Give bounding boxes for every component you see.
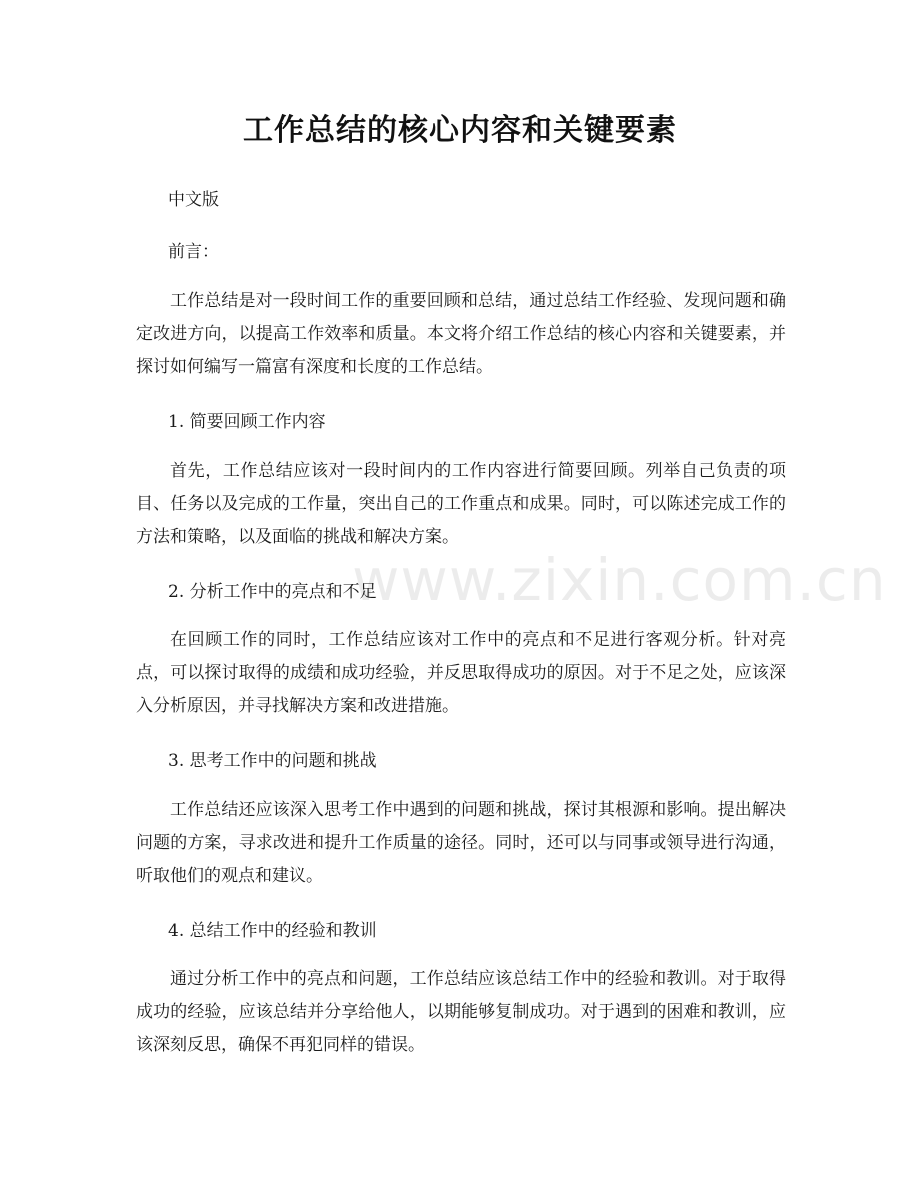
intro-paragraph: 工作总结是对一段时间工作的重要回顾和总结，通过总结工作经验、发现问题和确定改进方向，以提高工作效率和质量。本文将介绍工作总结的核心内容和关键要素，并探讨如何编写一篇富有深度和长度的工作总结。 (136, 291, 786, 377)
section-1-heading: 1. 简要回顾工作内容 (168, 412, 326, 432)
section-2-body: 在回顾工作的同时，工作总结应该对工作中的亮点和不足进行客观分析。针对亮点，可以探讨取得的成绩和成功经验，并反思取得成功的原因。对于不足之处，应该深入分析原因，并寻找解决方案和改进措施。 (136, 630, 786, 716)
section-2-heading: 2. 分析工作中的亮点和不足 (168, 582, 377, 602)
document-title: 工作总结的核心内容和关键要素 (243, 113, 677, 148)
section-3-heading: 3. 思考工作中的问题和挑战 (168, 751, 377, 771)
watermark-text: www.zixin.com.cn (352, 546, 887, 614)
preface-label: 前言： (168, 242, 219, 262)
section-4-body: 通过分析工作中的亮点和问题，工作总结应该总结工作中的经验和教训。对于取得成功的经验，应该总结并分享给他人，以期能够复制成功。对于遇到的困难和教训，应该深刻反思，确保不再犯同样的错误。 (136, 969, 786, 1055)
edition-label: 中文版 (168, 190, 219, 210)
section-3-body: 工作总结还应该深入思考工作中遇到的问题和挑战，探讨其根源和影响。提出解决问题的方案，寻求改进和提升工作质量的途径。同时，还可以与同事或领导进行沟通，听取他们的观点和建议。 (136, 800, 786, 886)
section-1-body: 首先，工作总结应该对一段时间内的工作内容进行简要回顾。列举自己负责的项目、任务以及完成的工作量，突出自己的工作重点和成果。同时，可以陈述完成工作的方法和策略，以及面临的挑战和解决方案。 (136, 461, 786, 547)
section-4-heading: 4. 总结工作中的经验和教训 (168, 921, 377, 941)
